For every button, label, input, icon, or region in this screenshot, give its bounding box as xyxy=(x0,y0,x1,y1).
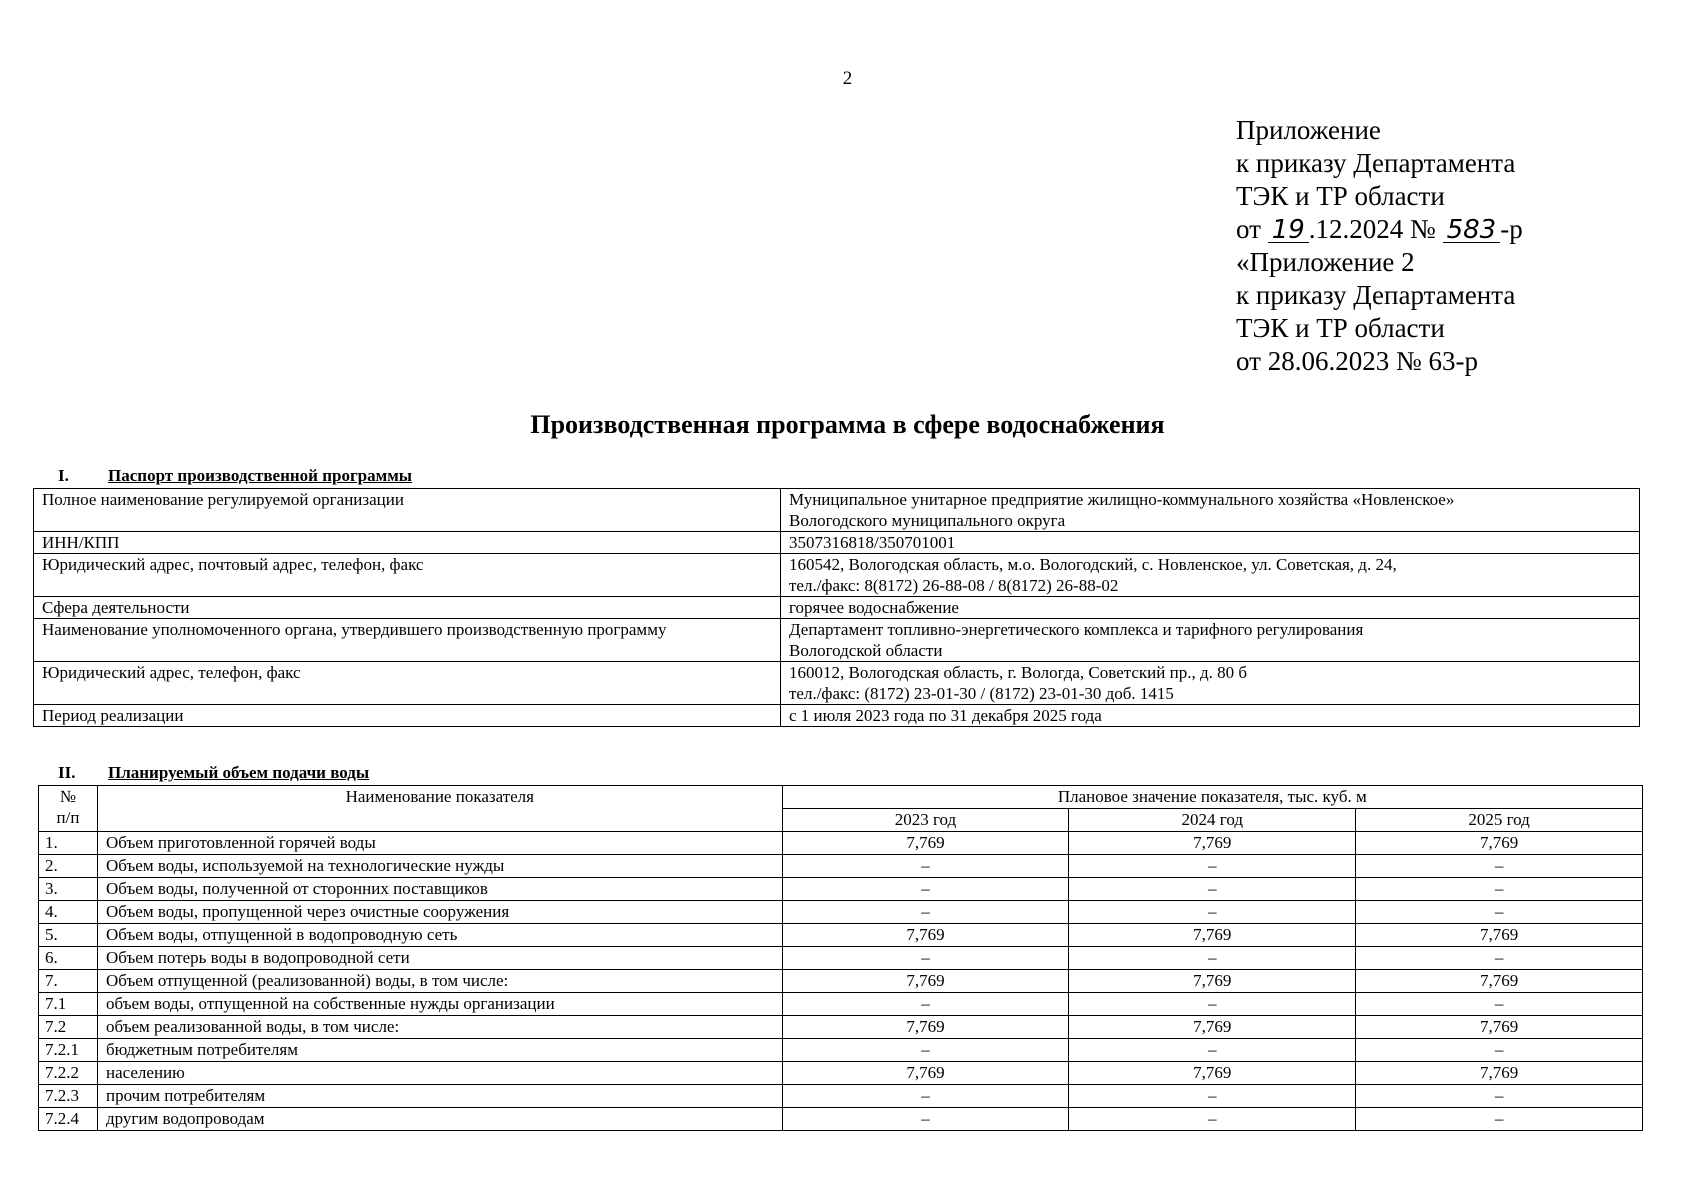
passport-value-line: тел./факс: (8172) 23-01-30 / (8172) 23-01-30 доб. 1415 xyxy=(789,684,1174,703)
plan-value: – xyxy=(1356,901,1643,924)
indicator-name: объем воды, отпущенной на собственные нужды организации xyxy=(97,993,782,1016)
section-2-number: II. xyxy=(58,763,76,782)
passport-value xyxy=(781,597,1640,619)
row-number: 7. xyxy=(39,970,98,993)
appendix-line: «Приложение 2 xyxy=(1236,247,1415,277)
page-number: 2 xyxy=(842,68,853,89)
plan-value: – xyxy=(782,1108,1069,1131)
passport-value-line: Муниципальное унитарное предприятие жилищно-коммунального хозяйства «Новленское» xyxy=(789,490,1455,509)
header-year: 2023 год xyxy=(782,809,1069,832)
passport-label: Наименование уполномоченного органа, утвердившего производственную программу xyxy=(34,619,781,662)
plan-value: – xyxy=(1069,1108,1356,1131)
plan-value: 7,769 xyxy=(1356,832,1643,855)
indicator-name: Объем отпущенной (реализованной) воды, в том числе: xyxy=(97,970,782,993)
row-number: 4. xyxy=(39,901,98,924)
plan-value: – xyxy=(1069,878,1356,901)
plan-value: – xyxy=(782,1085,1069,1108)
passport-value xyxy=(781,705,1640,727)
plan-value: 7,769 xyxy=(1069,970,1356,993)
plan-value: – xyxy=(1356,1039,1643,1062)
passport-value-line: Департамент топливно-энергетического комплекса и тарифного регулирования xyxy=(789,620,1364,639)
volume-row xyxy=(39,993,1643,1016)
plan-value: 7,769 xyxy=(782,1016,1069,1039)
plan-value: – xyxy=(1069,947,1356,970)
plan-value: – xyxy=(782,855,1069,878)
plan-value: 7,769 xyxy=(1356,924,1643,947)
volume-row xyxy=(39,1016,1643,1039)
passport-label: ИНН/КПП xyxy=(34,532,781,554)
passport-label: Юридический адрес, почтовый адрес, телефон, факс xyxy=(34,554,781,597)
indicator-name: Объем воды, используемой на технологические нужды xyxy=(97,855,782,878)
plan-value: 7,769 xyxy=(782,832,1069,855)
appendix-line: к приказу Департамента xyxy=(1236,280,1516,310)
appendix-date-line xyxy=(1236,213,1523,246)
row-number: 7.2.4 xyxy=(39,1108,98,1131)
row-number: 7.2.2 xyxy=(39,1062,98,1085)
volume-row xyxy=(39,878,1643,901)
passport-value-line: с 1 июля 2023 года по 31 декабря 2025 года xyxy=(789,706,1102,725)
appendix-line: от 28.06.2023 № 63-р xyxy=(1236,346,1478,376)
plan-value: – xyxy=(782,878,1069,901)
plan-value: 7,769 xyxy=(1356,1016,1643,1039)
indicator-name: Объем приготовленной горячей воды xyxy=(97,832,782,855)
passport-row xyxy=(34,705,1640,727)
passport-label: Юридический адрес, телефон, факс xyxy=(34,662,781,705)
volume-row xyxy=(39,1062,1643,1085)
plan-value: – xyxy=(1069,855,1356,878)
plan-value: 7,769 xyxy=(782,924,1069,947)
row-number: 2. xyxy=(39,855,98,878)
row-number: 7.1 xyxy=(39,993,98,1016)
header-number: № п/п xyxy=(39,786,98,832)
row-number: 7.2 xyxy=(39,1016,98,1039)
row-number: 5. xyxy=(39,924,98,947)
appendix-date-mid: .12.2024 № xyxy=(1308,214,1436,244)
section-1-title xyxy=(33,466,412,486)
passport-value xyxy=(781,619,1640,662)
plan-value: – xyxy=(1356,947,1643,970)
indicator-name: бюджетным потребителям xyxy=(97,1039,782,1062)
passport-value xyxy=(781,489,1640,532)
indicator-name: другим водопроводам xyxy=(97,1108,782,1131)
plan-value: 7,769 xyxy=(1069,1062,1356,1085)
indicator-name: Объем воды, полученной от сторонних поставщиков xyxy=(97,878,782,901)
plan-value: – xyxy=(782,1039,1069,1062)
header-plan-value: Плановое значение показателя, тыс. куб. м xyxy=(782,786,1642,809)
appendix-line: ТЭК и ТР области xyxy=(1236,181,1445,211)
passport-row xyxy=(34,597,1640,619)
passport-value xyxy=(781,554,1640,597)
passport-table xyxy=(33,488,1640,727)
passport-row xyxy=(34,662,1640,705)
volume-row xyxy=(39,1085,1643,1108)
indicator-name: населению xyxy=(97,1062,782,1085)
plan-value: 7,769 xyxy=(1069,924,1356,947)
appendix-line: ТЭК и ТР области xyxy=(1236,313,1445,343)
header-year: 2024 год xyxy=(1069,809,1356,832)
passport-value xyxy=(781,662,1640,705)
volume-row xyxy=(39,970,1643,993)
passport-value-line: Вологодского муниципального округа xyxy=(789,511,1066,530)
volume-row xyxy=(39,947,1643,970)
row-number: 3. xyxy=(39,878,98,901)
appendix-line: к приказу Департамента xyxy=(1236,148,1516,178)
section-1-number: I. xyxy=(58,466,69,485)
plan-value: – xyxy=(782,993,1069,1016)
appendix-date-suffix: -р xyxy=(1500,214,1523,244)
plan-value: – xyxy=(1069,993,1356,1016)
indicator-name: прочим потребителям xyxy=(97,1085,782,1108)
section-2-title xyxy=(33,763,369,783)
volume-row xyxy=(39,901,1643,924)
row-number: 1. xyxy=(39,832,98,855)
indicator-name: Объем потерь воды в водопроводной сети xyxy=(97,947,782,970)
plan-value: 7,769 xyxy=(782,1062,1069,1085)
passport-label: Полное наименование регулируемой организации xyxy=(34,489,781,532)
passport-row xyxy=(34,619,1640,662)
indicator-name: Объем воды, отпущенной в водопроводную сеть xyxy=(97,924,782,947)
passport-value-line: горячее водоснабжение xyxy=(789,598,959,617)
handwritten-order-number: 583 xyxy=(1443,218,1501,243)
plan-value: 7,769 xyxy=(1356,1062,1643,1085)
plan-value: – xyxy=(1356,993,1643,1016)
plan-value: – xyxy=(1069,1039,1356,1062)
passport-label: Период реализации xyxy=(34,705,781,727)
volume-row xyxy=(39,855,1643,878)
passport-label: Сфера деятельности xyxy=(34,597,781,619)
volume-row xyxy=(39,924,1643,947)
indicator-name: Объем воды, пропущенной через очистные сооружения xyxy=(97,901,782,924)
water-volume-table xyxy=(38,785,1643,1131)
header-indicator-name: Наименование показателя xyxy=(97,786,782,832)
plan-value: – xyxy=(1356,855,1643,878)
section-2-heading: Планируемый объем подачи воды xyxy=(108,763,370,782)
passport-value-line: 3507316818/350701001 xyxy=(789,533,956,552)
passport-value xyxy=(781,532,1640,554)
volume-row xyxy=(39,1108,1643,1131)
appendix-line: Приложение xyxy=(1236,115,1381,145)
volume-row xyxy=(39,832,1643,855)
indicator-name: объем реализованной воды, в том числе: xyxy=(97,1016,782,1039)
document-title: Производственная программа в сфере водоснабжения xyxy=(530,410,1165,439)
passport-value-line: 160542, Вологодская область, м.о. Вологодский, с. Новленское, ул. Советская, д. 24, xyxy=(789,555,1397,574)
appendix-date-prefix: от xyxy=(1236,214,1261,244)
plan-value: 7,769 xyxy=(1069,1016,1356,1039)
section-1-heading: Паспорт производственной программы xyxy=(108,466,413,485)
passport-row xyxy=(34,489,1640,532)
handwritten-day: 19 xyxy=(1268,218,1309,243)
plan-value: – xyxy=(782,901,1069,924)
row-number: 7.2.1 xyxy=(39,1039,98,1062)
plan-value: – xyxy=(1356,1085,1643,1108)
plan-value: – xyxy=(1356,1108,1643,1131)
row-number: 6. xyxy=(39,947,98,970)
plan-value: – xyxy=(1069,901,1356,924)
plan-value: 7,769 xyxy=(782,970,1069,993)
plan-value: – xyxy=(1356,878,1643,901)
plan-value: 7,769 xyxy=(1069,832,1356,855)
row-number: 7.2.3 xyxy=(39,1085,98,1108)
appendix-block xyxy=(1236,114,1523,378)
plan-value: – xyxy=(782,947,1069,970)
volume-row xyxy=(39,1039,1643,1062)
passport-value-line: Вологодской области xyxy=(789,641,943,660)
passport-value-line: 160012, Вологодская область, г. Вологда, Советский пр., д. 80 б xyxy=(789,663,1248,682)
header-year: 2025 год xyxy=(1356,809,1643,832)
plan-value: – xyxy=(1069,1085,1356,1108)
passport-value-line: тел./факс: 8(8172) 26-88-08 / 8(8172) 26-88-02 xyxy=(789,576,1119,595)
plan-value: 7,769 xyxy=(1356,970,1643,993)
passport-row xyxy=(34,532,1640,554)
passport-row xyxy=(34,554,1640,597)
